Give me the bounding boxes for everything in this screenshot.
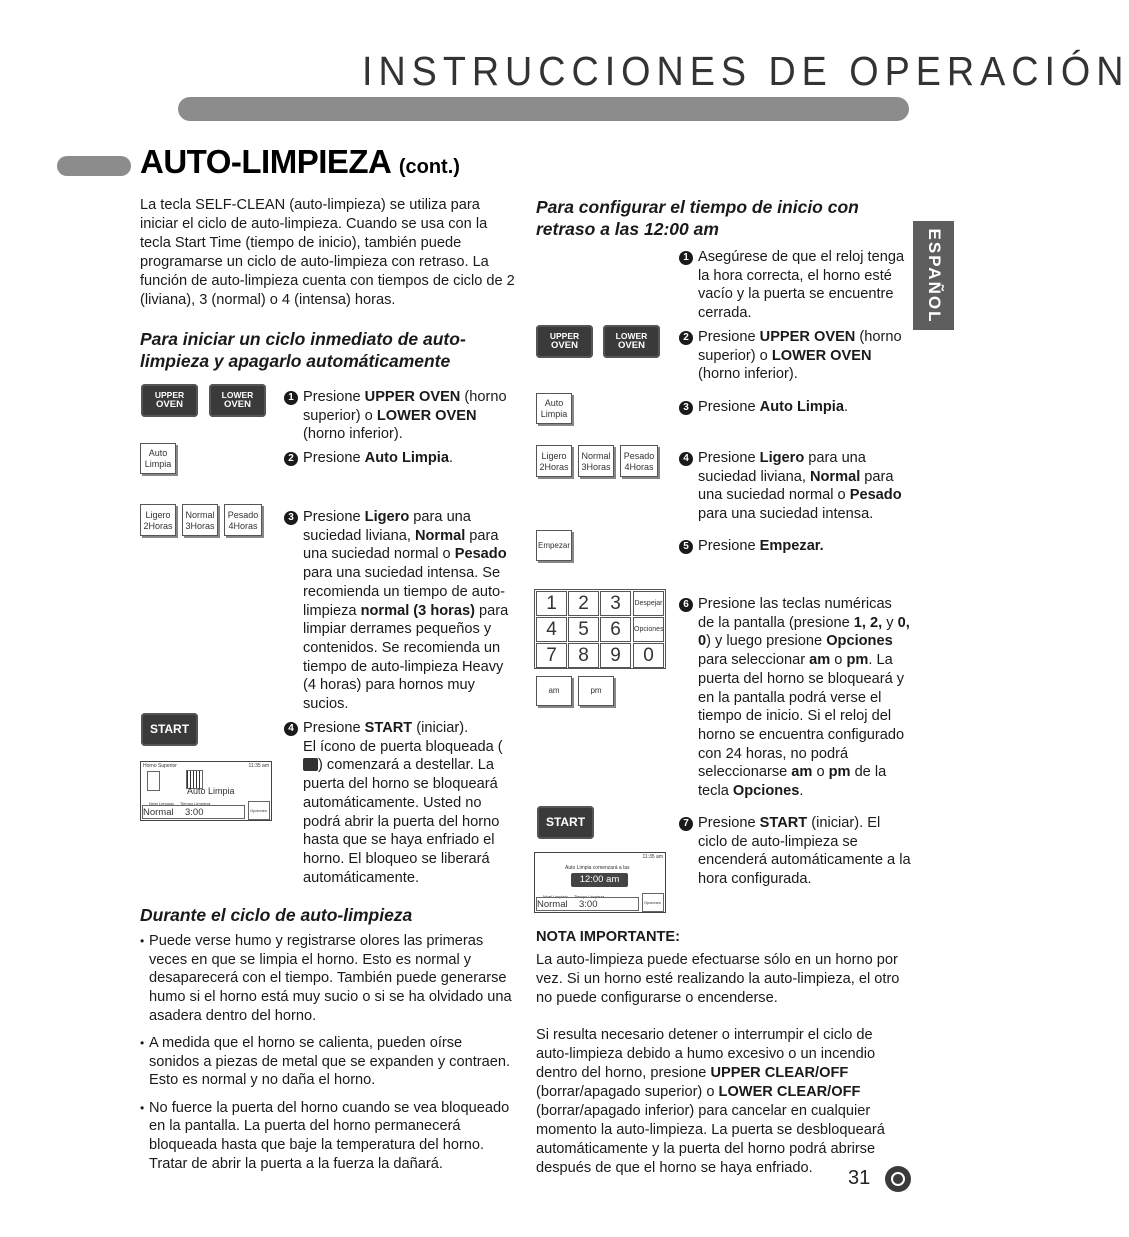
- digit-key: 4: [536, 617, 567, 642]
- right-heading: Para configurar el tiempo de inicio con retraso a las 12:00 am: [536, 197, 859, 239]
- step-number: 1: [284, 391, 298, 405]
- numeric-keypad: [534, 589, 666, 669]
- bullet-item: • Puede verse humo y registrarse olores las primeras veces en que se limpia el horno. Esto es normal y desaparecerá con el tiempo. También puede generarse humo si el horno está muy sucio o si se ha olvidado una asadera dentro del horno.: [140, 932, 512, 1026]
- page-number: 31: [848, 1167, 871, 1189]
- lower-oven-key: [209, 384, 266, 417]
- key-label: LOWER: [221, 390, 254, 400]
- upper-oven-key: [141, 384, 198, 417]
- start-key: START: [141, 713, 198, 746]
- empezar-key: Empezar: [536, 530, 572, 561]
- step-text: (horno inferior).: [698, 366, 798, 383]
- display-level-label: Nivel Limpiaio: [543, 894, 568, 899]
- step-bold: pm: [846, 652, 869, 669]
- step-text: ) comenzará a destellar. La puerta del horno se bloqueará automáticamente. Usted no podrá abrir la puerta del horno hasta que se haya enfriado el horno. El bloqueo se liberará automáticamente.: [303, 757, 500, 886]
- key-label: Limpia: [144, 459, 172, 469]
- step-bold: Normal: [809, 468, 861, 485]
- lower-oven-key: [603, 325, 660, 358]
- key-label: OVEN: [156, 399, 183, 410]
- step-text: Presione las teclas numéricas de la pantalla (presione: [698, 596, 892, 631]
- step-text: para una suciedad normal o: [303, 527, 499, 563]
- step-bold: 0, 0: [698, 614, 910, 650]
- step-number: 2: [679, 331, 693, 345]
- step-text: de la tecla: [698, 764, 887, 800]
- step-text: Presione: [303, 720, 365, 736]
- step-text: Asegúrese de que el reloj tenga la hora correcta, el horno esté vacío y la puerta se encuentre cerrada.: [698, 249, 905, 322]
- display-duration: 3:00: [185, 807, 204, 818]
- step-text: (iniciar). El ciclo de auto-limpieza se encenderá automáticamente a la hora configurada.: [698, 815, 911, 888]
- step-text: para limpiar derrames pequeños y contenidos. Se recomienda un tiempo de auto-limpieza Heavy (4 horas) para hornos muy sucios.: [303, 602, 509, 713]
- step-text: .: [448, 450, 454, 466]
- right-step-2: [679, 328, 911, 384]
- step-text: . La puerta del horno se bloqueará y en la pantalla podrá verse el tiempo de inicio. Si el reloj del horno se encuentra configurado con 24 horas, no podrá seleccionarse: [698, 652, 905, 781]
- step-bold: UPPER OVEN: [364, 389, 461, 405]
- step-bold: Pesado: [849, 487, 902, 504]
- step-number: 6: [679, 598, 693, 612]
- step-bold: Auto Limpia: [759, 399, 844, 415]
- step-text: Presione: [303, 509, 365, 525]
- step-bold: Opciones: [826, 633, 893, 650]
- upper-oven-key: [536, 325, 593, 358]
- display-duration: 3:00: [579, 899, 598, 910]
- step-bold: Ligero: [364, 509, 410, 525]
- display-start-time: 12:00 am: [571, 873, 628, 887]
- key-label: Pesado: [227, 510, 259, 520]
- intro-paragraph: La tecla SELF-CLEAN (auto-limpieza) se utiliza para iniciar el ciclo de auto-limpieza. Cuando se usa con la tecla Start Time (tiempo de inicio), también puede programarse un ciclo de auto-limpieza con retraso. La función de auto-limpieza cuenta con tiempos de ciclo de 2 (liviana), 3 (normal) o 4 (intensa) horas.: [140, 197, 515, 308]
- step-text: para seleccionar: [698, 652, 810, 669]
- note-bold: LOWER CLEAR/OFF: [718, 1084, 861, 1100]
- display-level: Normal: [143, 807, 174, 818]
- step-text: (horno superior) o: [698, 329, 902, 364]
- note-text: Si resulta necesario detener o interrumpir el ciclo de auto-limpieza debido a humo excesivo o un incendio dentro del horno, presione: [536, 1027, 876, 1081]
- right-step-7: [679, 814, 911, 889]
- ligero-key: [536, 445, 572, 477]
- despejar-key: Despejar: [633, 591, 664, 616]
- note-bold: UPPER CLEAR/OFF: [710, 1065, 849, 1081]
- right-step-4: [679, 449, 911, 524]
- section-cont: (cont.): [398, 156, 460, 178]
- key-label: Pesado: [623, 451, 655, 461]
- note-paragraph-1: La auto-limpieza puede efectuarse sólo en un horno por vez. Si un horno esté realizando la auto-limpieza, el otro no puede configurarse o encenderse.: [536, 952, 900, 1006]
- step-bold: pm: [828, 764, 851, 781]
- step-text: ) y luego presione: [706, 633, 827, 650]
- step-bold: UPPER OVEN: [759, 329, 856, 345]
- display-time-label: Tiempo Limpieza: [574, 894, 605, 899]
- step-bold: Ligero: [759, 450, 805, 466]
- step-text: .: [843, 399, 849, 415]
- step-text: (horno superior) o: [303, 389, 507, 424]
- display-level-label: Nivel Limpiaio: [149, 801, 174, 806]
- key-label: 2Horas: [539, 462, 569, 472]
- normal-key: [182, 504, 218, 536]
- step-number: 3: [284, 511, 298, 525]
- left-step-1: [284, 388, 516, 444]
- bullet-item: • No fuerce la puerta del horno cuando se vea bloqueado en la pantalla. La puerta del horno permanecerá bloqueada hasta que baje la temperatura del horno. Tratar de abrir la puerta a la fuerza la dañará.: [140, 1099, 512, 1174]
- step-text: o: [830, 652, 847, 669]
- step-text: para una suciedad intensa.: [698, 506, 874, 523]
- step-number: 7: [679, 817, 693, 831]
- header-bar: [178, 97, 909, 121]
- key-label: Ligero: [541, 451, 567, 461]
- digit-key: 8: [568, 643, 599, 668]
- digit-key: 1: [536, 591, 567, 616]
- bullet-item: • A medida que el horno se calienta, pueden oírse sonidos a piezas de metal que se expanden y contraen. Esto es normal y no daña el horno.: [140, 1034, 512, 1090]
- step-text: Presione: [303, 389, 365, 405]
- lock-icon: [303, 758, 318, 771]
- display-oven-label: Horno Superior: [143, 763, 177, 769]
- step-bold: am: [791, 764, 813, 781]
- auto-limpia-key: [140, 443, 176, 474]
- digit-key: 9: [600, 643, 631, 668]
- right-step-3: [679, 398, 911, 417]
- key-label: UPPER: [549, 331, 580, 341]
- step-text: Presione: [698, 450, 760, 466]
- digit-key: 5: [568, 617, 599, 642]
- am-key: am: [536, 676, 572, 706]
- section-marker: [57, 156, 131, 176]
- normal-key: [578, 445, 614, 477]
- display-time-label: Tiempo Limpieza: [180, 801, 211, 806]
- key-label: Auto: [148, 448, 168, 458]
- opciones-key: Opciones: [633, 617, 664, 642]
- key-label: OVEN: [224, 399, 251, 410]
- key-label: Normal: [581, 451, 611, 461]
- pesado-key: [620, 445, 658, 477]
- right-step-5: [679, 537, 911, 556]
- key-label: Auto: [544, 398, 564, 408]
- pesado-key: [224, 504, 262, 536]
- step-bold: normal (3 horas): [360, 602, 475, 619]
- digit-key: 3: [600, 591, 631, 616]
- step-text: para una suciedad liviana,: [698, 450, 866, 485]
- display-clock: 11:35 am: [248, 763, 269, 769]
- key-label: OVEN: [551, 340, 578, 351]
- step-number: 3: [679, 401, 693, 415]
- start-key: START: [537, 806, 594, 839]
- note-heading: NOTA IMPORTANTE:: [536, 929, 681, 945]
- language-tab: [913, 221, 954, 330]
- step-bold: 1, 2,: [853, 614, 883, 631]
- step-bold: START: [759, 815, 808, 831]
- note-text: (borrar/apagado inferior) para cancelar en cualquier momento la auto-limpieza. La puerta se desbloqueará automáticamente y la puerta del horno podrá abrirse después de que el horno se haya enfriado.: [536, 1103, 885, 1176]
- step-number: 2: [284, 452, 298, 466]
- oven-icon: [147, 771, 160, 791]
- key-label: 3Horas: [185, 521, 215, 531]
- left-step-3: [284, 508, 516, 714]
- step-text: Presione: [698, 815, 760, 831]
- left-step-4: [284, 719, 516, 887]
- step-bold: Normal: [414, 527, 466, 544]
- digit-key: 6: [600, 617, 631, 642]
- step-text: y: [882, 614, 898, 631]
- key-label: 4Horas: [228, 521, 258, 531]
- step-text: El ícono de puerta bloqueada (: [303, 738, 503, 755]
- step-number: 4: [679, 452, 693, 466]
- display-options: Opciones: [250, 808, 267, 813]
- key-label: Ligero: [145, 510, 171, 520]
- step-text: para una suciedad liviana,: [303, 509, 471, 544]
- step-bold: am: [809, 652, 831, 669]
- step-text: Presione: [698, 329, 760, 345]
- display-clock: 11:35 am: [642, 854, 663, 860]
- step-text: Presione: [303, 450, 365, 466]
- pm-key: pm: [578, 676, 614, 706]
- section-title-text: AUTO-LIMPIEZA: [140, 143, 391, 180]
- page-header-title: INSTRUCCIONES DE OPERACIÓN: [362, 48, 1129, 94]
- step-text: para una suciedad normal o: [698, 468, 894, 504]
- key-label: UPPER: [154, 390, 185, 400]
- display-mode: Auto Limpia: [187, 786, 235, 796]
- step-text: Presione: [698, 399, 760, 415]
- display-level: Normal: [537, 899, 568, 910]
- oven-display: [140, 761, 272, 821]
- key-label: LOWER: [615, 331, 648, 341]
- step-number: 5: [679, 540, 693, 554]
- step-text: .: [799, 783, 804, 800]
- display-options: Opciones: [644, 900, 661, 905]
- left-step-2: [284, 449, 516, 468]
- digit-key: 0: [633, 643, 664, 668]
- right-step-1: [679, 248, 911, 323]
- section-title: [140, 143, 460, 181]
- note-text: (borrar/apagado superior) o: [536, 1084, 719, 1100]
- auto-limpia-key: [536, 393, 572, 424]
- step-text: (horno inferior).: [303, 426, 403, 443]
- step-bold: Empezar.: [759, 538, 824, 554]
- lg-logo-icon: [885, 1166, 911, 1192]
- language-tab-label: ESPAÑOL: [924, 228, 944, 323]
- step-text: o: [812, 764, 829, 781]
- key-label: 4Horas: [624, 462, 654, 472]
- key-label: Limpia: [540, 409, 568, 419]
- ligero-key: [140, 504, 176, 536]
- step-bold: Opciones: [732, 783, 800, 800]
- digit-key: 7: [536, 643, 567, 668]
- key-label: 2Horas: [143, 521, 173, 531]
- during-bullets: [140, 932, 512, 1182]
- left-heading: Para iniciar un ciclo inmediato de auto-limpieza y apagarlo automáticamente: [140, 329, 466, 371]
- digit-key: 2: [568, 591, 599, 616]
- step-text: (iniciar).: [412, 720, 469, 736]
- step-bold: LOWER OVEN: [376, 407, 477, 424]
- key-label: 3Horas: [581, 462, 611, 472]
- key-label: Normal: [185, 510, 215, 520]
- step-bold: Pesado: [454, 546, 507, 563]
- step-text: Presione: [698, 538, 760, 554]
- step-number: 4: [284, 722, 298, 736]
- during-heading: Durante el ciclo de auto-limpieza: [140, 905, 413, 925]
- display-message: Auto Limpia comenzará a las: [565, 865, 630, 871]
- key-label: OVEN: [618, 340, 645, 351]
- right-step-6: [679, 595, 911, 801]
- note-paragraph-2: [536, 1026, 909, 1178]
- step-text: para una suciedad intensa. Se recomienda un tiempo de auto-limpieza: [303, 565, 506, 619]
- step-bold: LOWER OVEN: [771, 347, 872, 364]
- step-bold: START: [364, 720, 413, 736]
- step-number: 1: [679, 251, 693, 265]
- step-bold: Auto Limpia: [364, 450, 449, 466]
- delayed-start-display: [534, 852, 666, 913]
